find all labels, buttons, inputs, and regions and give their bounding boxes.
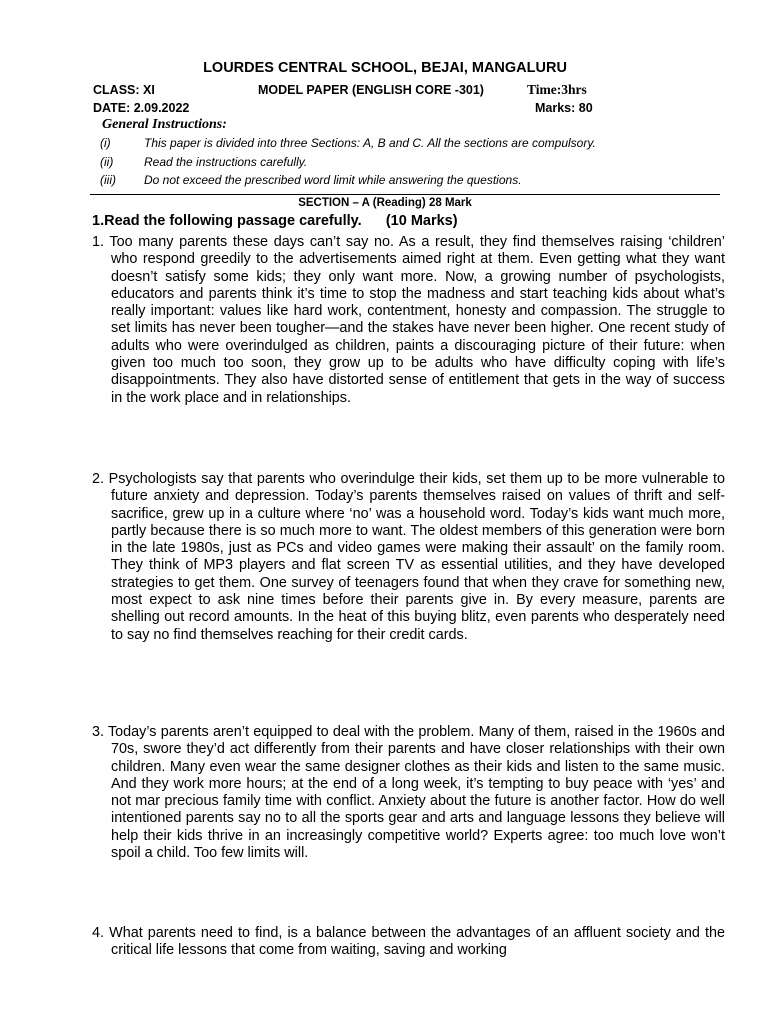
- passage-paragraph: 3. Today’s parents aren’t equipped to deal with the problem. Many of them, raised in the 1960s and 70s, swore they’d act differently from their parents and have closer relationships with their own children. Many even wear the same designer clothes as their kids and listen to the same music. And they work more hours; at the end of a long week, it’s tempting to buy peace with ‘yes’ and not mar precious family time with conflict. Anxiety about the future is another factor. How do well intentioned parents say no to all the sports gear and arts and language lessons they believe will help their kids thrive in an increasingly competitive world? Experts agree: too much love won’t spoil a child. Too few limits will.: [92, 724, 725, 862]
- question-title: 1.Read the following passage carefully. (10 Marks): [92, 213, 458, 229]
- instruction-item: [100, 153, 700, 172]
- instruction-text: Read the instructions carefully.: [144, 154, 308, 169]
- instruction-number: (ii): [100, 154, 114, 169]
- instruction-text: Do not exceed the prescribed word limit while answering the questions.: [144, 173, 522, 188]
- passage-paragraph: 1. Too many parents these days can’t say no. As a result, they find themselves raising ‘children’ who respond greedily to the advertisements aimed right at them. Even getting what they want doesn’t satisfy some kids; they only want more. Now, a growing number of psychologists, educators and parents think it’s time to stop the madness and start teaching kids about what’s really important: values like hard work, contentment, honesty and compassion. The struggle to set limits has never been tougher—and the stakes have never been higher. One recent study of adults who were overindulged as children, paints a discouraging picture of their future: when given too much too soon, they grow up to be adults who have difficulty coping with life’s disappointments. They also have distorted sense of entitlement that gets in the way of success in the work place and in relationships.: [92, 234, 725, 406]
- passage-paragraph: 2. Psychologists say that parents who overindulge their kids, set them up to be more vulnerable to future anxiety and depression. Today’s parents themselves raised on values of thrift and self-sacrifice, grew up in a culture where ‘no’ was a household word. Today’s kids want much more, partly because there is so much more to want. The oldest members of this generation were born in the late 1980s, just as PCs and video games were making their assault’ on the family room. They think of MP3 players and flat screen TV as essential utilities, and they have developed strategies to get them. One survey of teenagers found that when they crave for something new, most expect to ask nine times before their parents give in. By every measure, parents are shelling out record amounts. In the heat of this buying blitz, even parents who desperately need to say no find themselves reaching for their credit cards.: [92, 471, 725, 643]
- instruction-number: (i): [100, 136, 111, 151]
- instruction-text: This paper is divided into three Sections: A, B and C. All the sections are compulsory.: [144, 136, 596, 151]
- marks-label: Marks: 80: [535, 101, 593, 115]
- instruction-item: [100, 171, 700, 190]
- instruction-number: (iii): [100, 173, 116, 188]
- section-title: SECTION – A (Reading) 28 Mark: [298, 197, 472, 209]
- paper-title: MODEL PAPER (ENGLISH CORE -301): [258, 83, 484, 97]
- passage-paragraph: 4. What parents need to find, is a balance between the advantages of an affluent society and the critical life lessons that come from waiting, saving and working: [92, 925, 725, 959]
- date-label: DATE: 2.09.2022: [93, 101, 190, 115]
- instructions-list: [100, 134, 700, 190]
- instruction-item: [100, 134, 700, 153]
- school-title: LOURDES CENTRAL SCHOOL, BEJAI, MANGALURU: [203, 60, 567, 76]
- header-divider: [90, 194, 720, 195]
- general-instructions-title: General Instructions:: [102, 117, 227, 132]
- class-label: CLASS: XI: [93, 83, 155, 97]
- time-label: Time:3hrs: [527, 82, 587, 97]
